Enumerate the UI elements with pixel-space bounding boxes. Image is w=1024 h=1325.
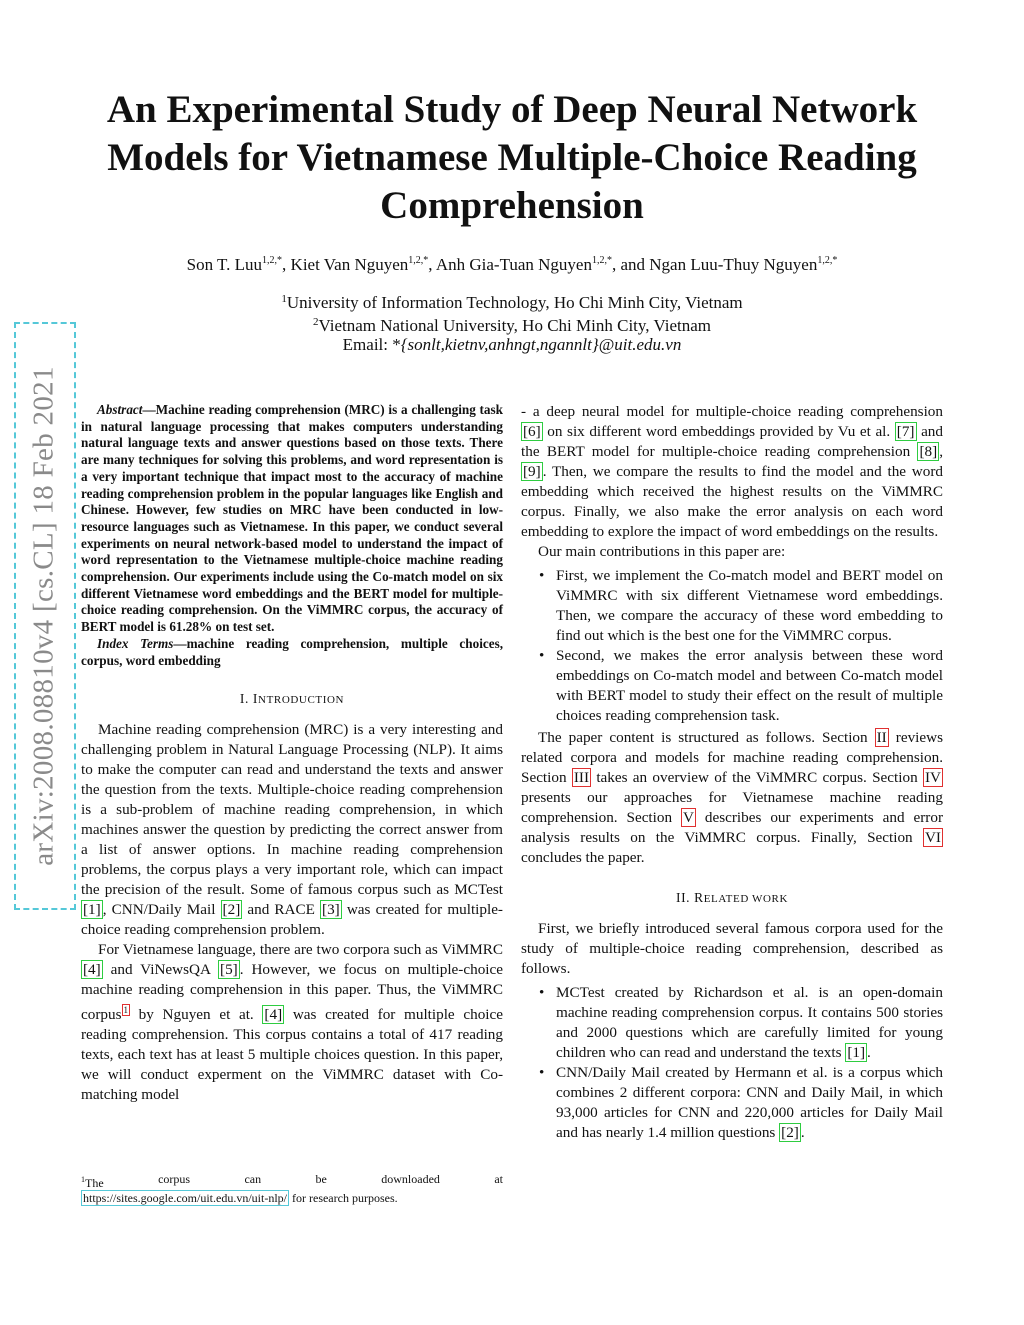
list-item: • First, we implement the Co-match model and BERT model on ViMMRC with six different Vietnamese word embeddings. Then, we compare the accuracy of these word embedding to find out which is the best one for the ViMMRC corpus. xyxy=(539,567,943,644)
citation-link[interactable]: [6] xyxy=(523,423,541,440)
footnote-url-line: https://sites.google.com/uit.edu.vn/uit-nlp/ for research purposes. xyxy=(83,1191,398,1205)
intro-paragraph-1: Machine reading comprehension (MRC) is a very interesting and challenging problem in Natural Language Processing (NLP). It aims to make the computer can read and understand the texts and answer the question from the texts. Multiple-choice reading comprehension is a sub-problem of machine reading comprehension, in which machines answer the question by predicting the correct answer from a list of answer options. In machine reading comprehension problems, the corpus plays a very important role, which can impact the precision of the result. Some of famous corpus such as MCTest [1] , CNN/Daily Mail [2] and RACE [3] was created for multiple-choice reading comprehension problem. xyxy=(81,721,503,939)
related-work-paragraph: First, we briefly introduced several famous corpora used for the study of multiple-choice reading comprehension, described as follows. xyxy=(521,920,943,977)
citation-link[interactable]: [2] xyxy=(222,901,241,919)
intro-paragraph-2: For Vietnamese language, there are two corpora such as ViMMRC [4] and ViNewsQA [5] . However, we focus on multiple-choice machine reading comprehension in this paper. Thus, the ViMMRC corpus $^1$ by Nguyen et at. [4] was created for multiple choice reading comprehension. This corpus contains a total of 417 reading texts, each text has at least 5 multiple choices question. In this paper, we will conduct experment on the ViMMRC dataset with Co-matching model xyxy=(81,941,503,1104)
author-name: Kiet Van Nguyen xyxy=(290,255,409,274)
citation-link[interactable]: [5] xyxy=(220,961,238,979)
section-link[interactable]: III xyxy=(573,769,590,786)
list-item: • MCTest created by Richardson et al. is an open-domain machine reading comprehension corpus. It contains 500 stories and 2000 questions which are carefully limited for young children who can read and understand the texts [1] . xyxy=(539,984,943,1061)
footnote-line: $^1$The corpus can be downloaded at xyxy=(81,1172,503,1190)
citation-link[interactable]: [2] xyxy=(781,1124,799,1141)
paper-title: An Experimental Study of Deep Neural Network Models for Vietnamese Multiple-Choice Reading Comprehension xyxy=(106,88,918,227)
citation-link[interactable]: [1] xyxy=(847,1044,866,1061)
bullet-icon: • xyxy=(539,1064,545,1081)
index-terms: Index Terms—machine reading comprehension, multiple choices, corpus, word embedding xyxy=(81,635,503,668)
bullet-icon: • xyxy=(539,567,545,584)
footnote xyxy=(81,1172,503,1206)
author-list: Son T. Luu$^{1,2,*}$, Kiet Van Nguyen$^{1,2,*}$, Anh Gia-Tuan Nguyen$^{1,2,*}$, and Ngan Luu-Thuy Nguyen$^{1,2,*}$ xyxy=(186,255,838,274)
list-item: • Second, we makes the error analysis between these word embeddings on Co-match model and between Co-match model with BERT model to study their effect on the result of multiple choices reading comprehension task. xyxy=(539,647,943,724)
citation-link[interactable]: [9] xyxy=(523,463,541,480)
bullet-icon: • xyxy=(539,647,545,664)
citation-link[interactable]: [4] xyxy=(83,961,101,979)
list-item: • CNN/Daily Mail created by Hermann et al. is a corpus which combines 2 different corpora: CNN and Daily Mail, in which 93,000 articles for CNN and 220,000 articles for Daily Mail and has nearly 1.4 million questions [2] . xyxy=(539,1064,943,1141)
arxiv-identifier: arXiv:2008.08810v4 [cs.CL] 18 Feb 2021 xyxy=(27,366,60,866)
contributions-list xyxy=(521,566,943,726)
citation-link[interactable]: [3] xyxy=(322,901,340,919)
citation-link[interactable]: [8] xyxy=(919,443,938,460)
right-column xyxy=(521,402,943,1145)
bullet-icon: • xyxy=(539,984,545,1001)
abstract: Abstract—Machine reading comprehension (MRC) is a challenging task in natural language processing that makes computers understanding natural language texts and answer questions based on those texts. There are many techniques for solving this problems, and word representation is a very important technique that impact most to the accuracy of machine reading comprehension problem in the popular languages like English and Chinese. However, few studies on MRC have been conducted in low-resource languages such as Vietnamese. In this paper, we conduct several experiments on neural network-based model to understand the impact of word representation to the Vietnamese multiple-choice machine reading comprehension. Our experiments include using the Co-match model on six different Vietnamese word embeddings and the BERT model for multiple-choice reading comprehension. On the ViMMRC corpus, the accuracy of BERT model is 61.28% on test set. xyxy=(81,402,503,635)
footnote-link[interactable]: 1 xyxy=(123,1005,128,1016)
section-link[interactable]: II xyxy=(876,729,887,746)
footnote-url-link[interactable]: https://sites.google.com/uit.edu.vn/uit-nlp/ xyxy=(83,1191,287,1205)
affiliation-2: $^2$Vietnam National University, Ho Chi Minh City, Vietnam xyxy=(312,316,712,335)
contributions-intro: Our main contributions in this paper are: xyxy=(538,543,786,560)
citation-link[interactable]: [1] xyxy=(83,901,101,919)
section-link[interactable]: V xyxy=(683,809,694,826)
author-name: Anh Gia-Tuan Nguyen xyxy=(435,255,592,274)
section-link[interactable]: IV xyxy=(924,769,941,786)
citation-link[interactable]: [7] xyxy=(896,423,915,440)
left-column xyxy=(81,402,503,1105)
citation-link[interactable]: [4] xyxy=(264,1006,283,1024)
paper-structure-paragraph: The paper content is structured as follows. Section II reviews related corpora and models for machine reading comprehension. Section III takes an overview of the ViMMRC corpus. Section IV presents our approaches for Vietnamese machine reading comprehension. Section V describes our experiments and error analysis results on the ViMMRC corpus. Finally, Section VI concludes the paper. xyxy=(521,729,944,866)
intro-paragraph-3: - a deep neural model for multiple-choice reading comprehension [6] on six different word embeddings provided by Vu et al. [7] and the BERT model for multiple-choice reading comprehension [8] , [9] . Then, we compare the results to find the model and the word embedding which received the highest results on the ViMMRC corpus. Finally, we also make the error analysis on each word embedding to explore the impact of word embeddings on the results. xyxy=(521,403,943,540)
section-link[interactable]: VI xyxy=(924,829,941,846)
section-heading-introduction: I. INTRODUCTION xyxy=(239,691,345,707)
author-name: Son T. Luu xyxy=(186,255,263,274)
author-affil-mark: 1,2,* xyxy=(408,255,429,266)
author-affil-mark: 1,2,* xyxy=(591,255,612,266)
affiliation-1: $^1$University of Information Technology, Ho Chi Minh City, Vietnam xyxy=(281,293,743,312)
author-affil-mark: 1,2,* xyxy=(817,255,838,266)
section-heading-related-work: II. RELATED WORK xyxy=(675,890,789,905)
corpora-list xyxy=(521,983,943,1143)
author-name: Ngan Luu-Thuy Nguyen xyxy=(649,255,818,274)
author-affil-mark: 1,2,* xyxy=(262,255,283,266)
contact-email: Email: *{sonlt,kietnv,anhngt,ngannlt}@uit.edu.vn xyxy=(342,335,682,354)
